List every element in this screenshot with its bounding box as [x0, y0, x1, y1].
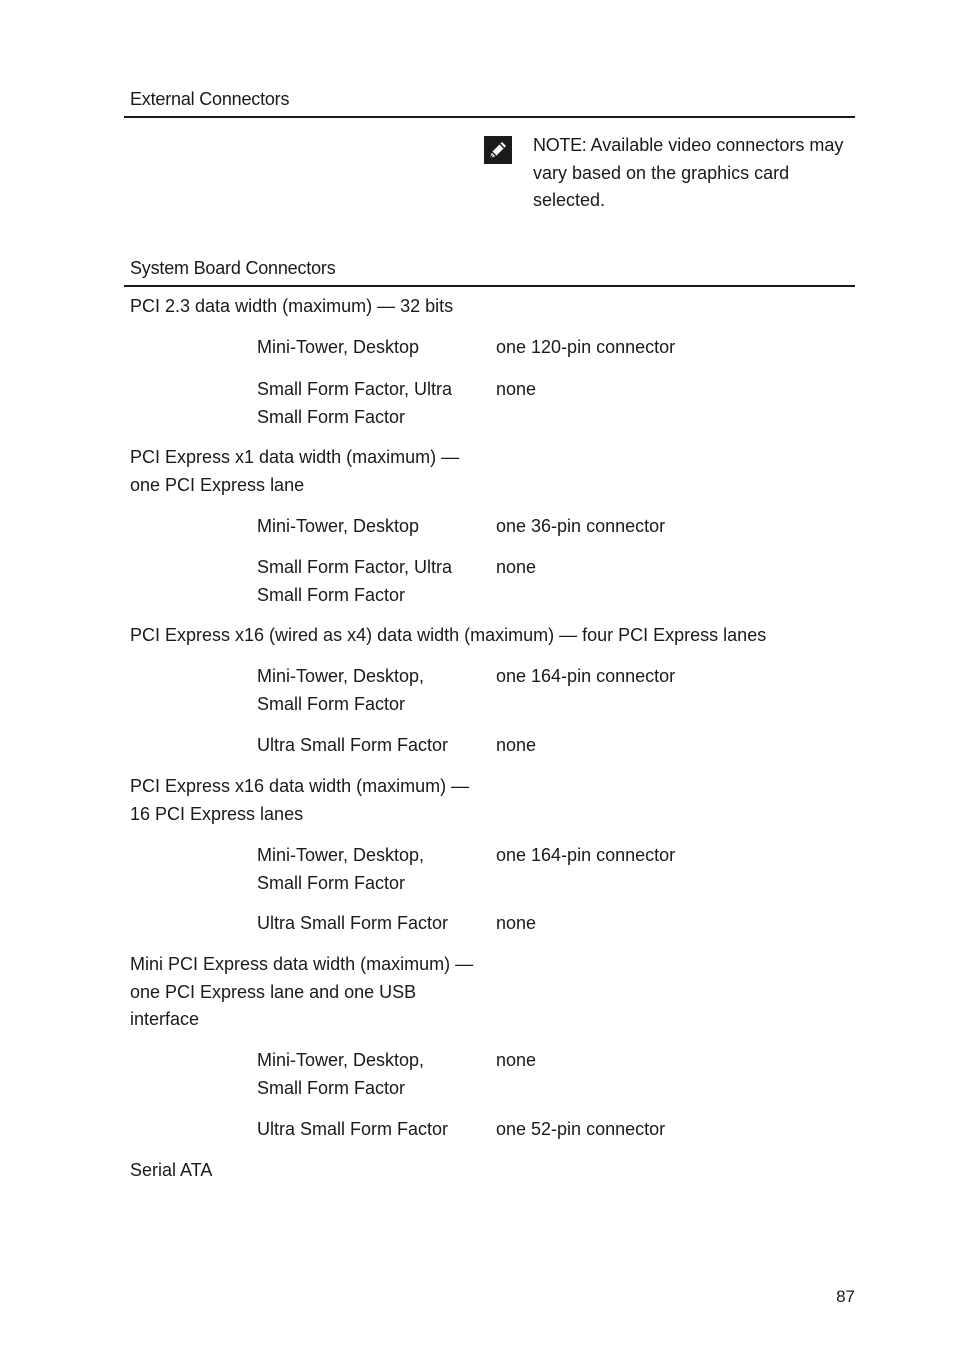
spec-value: none	[496, 735, 537, 755]
section-heading-external	[124, 84, 855, 118]
form-factor: Mini-Tower, Desktop, Small Form Factor	[257, 666, 425, 714]
spec-label-serial-ata: Serial ATA	[130, 1160, 213, 1180]
form-factor: Ultra Small Form Factor	[257, 913, 449, 933]
spec-value: one 36-pin connector	[496, 516, 666, 536]
heading-text: System Board Connectors	[130, 258, 336, 278]
note-line-3: selected.	[533, 190, 606, 210]
form-factor: Mini-Tower, Desktop, Small Form Factor	[257, 845, 425, 893]
form-factor: Mini-Tower, Desktop	[257, 516, 420, 536]
spec-value: none	[496, 1050, 537, 1070]
note-line-1: Available video connectors may	[586, 135, 844, 155]
form-factor: Ultra Small Form Factor	[257, 735, 449, 755]
spec-label-pcie-x1: PCI Express x1 data width (maximum) — one PCI Express lane	[130, 447, 460, 495]
page-number: 87	[836, 1287, 855, 1306]
note-label: NOTE:	[533, 135, 587, 155]
spec-label-pcie-x16-x4: PCI Express x16 (wired as x4) data width (maximum) — four PCI Express lanes	[130, 625, 767, 645]
form-factor: Small Form Factor, Ultra Small Form Factor	[257, 379, 453, 427]
spec-value: one 120-pin connector	[496, 337, 676, 357]
spec-value: none	[496, 557, 537, 577]
section-heading-system-board	[124, 253, 855, 287]
spec-value: none	[496, 379, 537, 399]
form-factor: Ultra Small Form Factor	[257, 1119, 449, 1139]
spec-value: none	[496, 913, 537, 933]
spec-value: one 52-pin connector	[496, 1119, 666, 1139]
spec-value: one 164-pin connector	[496, 666, 676, 686]
spec-label-pci23: PCI 2.3 data width (maximum) — 32 bits	[130, 296, 454, 316]
form-factor: Mini-Tower, Desktop	[257, 337, 420, 357]
note-pencil-icon	[484, 136, 512, 164]
spec-label-pcie-x16: PCI Express x16 data width (maximum) — 16 PCI Express lanes	[130, 776, 470, 824]
form-factor: Small Form Factor, Ultra Small Form Factor	[257, 557, 453, 605]
heading-text: External Connectors	[130, 89, 290, 109]
form-factor: Mini-Tower, Desktop, Small Form Factor	[257, 1050, 425, 1098]
note-text	[533, 132, 863, 215]
spec-value: one 164-pin connector	[496, 845, 676, 865]
spec-label-mini-pcie: Mini PCI Express data width (maximum) — one PCI Express lane and one USB interface	[130, 954, 474, 1029]
note-line-2: vary based on the graphics card	[533, 162, 790, 183]
